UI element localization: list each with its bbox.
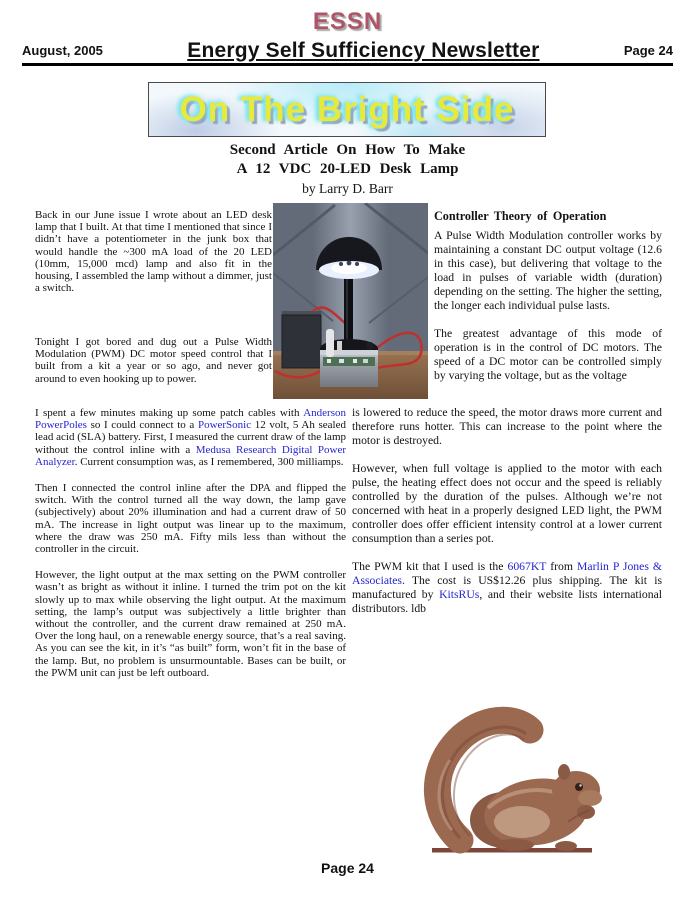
column-banner-title: On The Bright Side [179, 89, 515, 129]
text-segment: . Current consumption was, as I remembered, 300 milliamps. [74, 455, 344, 468]
page-header [22, 36, 673, 66]
inline-link[interactable]: Medusa Research Digital Power Analyzer [35, 443, 346, 468]
body-paragraph: The greatest advantage of this mode of operation is in the control of DC motors. The speed of a DC motor can be controlled simply by varying the voltage, but as the voltage [434, 327, 662, 382]
article-title-block [0, 141, 695, 198]
text-segment: I spent a few minutes making up some patch cables with [35, 407, 304, 419]
newsletter-logo: ESSN [312, 8, 383, 35]
inline-link[interactable]: Marlin P Jones & Associates [352, 560, 662, 587]
article-byline: by Larry D. Barr [302, 181, 393, 196]
body-paragraph [352, 560, 662, 616]
inline-link[interactable]: PowerSonic [197, 419, 252, 432]
inline-link[interactable]: Anderson PowerPoles [35, 407, 346, 432]
column-banner [148, 82, 546, 137]
text-segment: so I could connect to a [86, 419, 198, 432]
footer-page-number: Page 24 [321, 860, 374, 876]
text-segment: 12 volt, 5 Ah sealed lead acid (SLA) battery. First, I measured the current draw of the lamp without the control inline with a [35, 419, 346, 456]
body-paragraph: Tonight I got bored and dug out a Pulse Width Modulation (PWM) DC motor speed control that I built from a kit a year or so ago, and never got around to even hooking up to power. [35, 336, 272, 385]
body-paragraph: Then I connected the control inline after the DPA and flipped the switch. With the control turned all the way down, the lamp gave (subjectively) about 20% illumination and had a current draw of 50 mA. The increase in light output was linear up to the maximum, where the draw was 250 mA. Fifty mils less than without the controller in the circuit. [35, 482, 346, 556]
article-title-line2: A 12 VDC 20-LED Desk Lamp [236, 161, 459, 177]
text-segment: , and their website lists international distributors. ldb [352, 588, 663, 615]
body-paragraph [35, 407, 346, 468]
newsletter-title: Energy Self Sufficiency Newsletter [187, 39, 540, 62]
lower-left-column [35, 407, 346, 679]
controller-theory-section [434, 209, 662, 397]
body-paragraph: is lowered to reduce the speed, the motor draws more current and therefore runs hotter. This can increase to the point where the motor is destroyed. [352, 406, 662, 447]
squirrel-illustration [418, 690, 680, 862]
body-paragraph: A Pulse Width Modulation controller works by maintaining a constant DC output voltage (12.6 in this case), but delivering that voltage to the load in pulses of variable width (duration) depending on the setting. The higher the setting, the longer each individual pulse lasts. [434, 229, 662, 312]
inline-link[interactable]: 6067KT [507, 560, 547, 573]
text-segment: from [546, 560, 577, 573]
inline-link[interactable]: KitsRUs [439, 588, 480, 601]
header-date: August, 2005 [22, 43, 103, 58]
article-title-line1: Second Article On How To Make [229, 142, 466, 158]
section-heading: Controller Theory of Operation [434, 209, 607, 223]
body-paragraph: Back in our June issue I wrote about an LED desk lamp that I built. At that time I mentioned that since I didn’t have a potentiometer in the junk box that would handle the ~300 mA load of the 20 LED (10mm, 15,000 mcd) lamp and also fit in the housing, I assembled the lamp without a dimmer, just a switch. [35, 209, 272, 295]
lamp-photo [273, 203, 428, 399]
lower-right-column [352, 406, 662, 630]
body-paragraph: However, the light output at the max setting on the PWM controller wasn’t as bright as without it inline. I turned the trim pot on the kit slowly up to max while observing the light output. At the maximum setting, the lamp’s output was subjectively a little brighter than without the controller, and the current draw remained at 250 mA. Over the long haul, on a renewable energy source, that’s a real saving. As you can see the kit, in it’s “as built” form, won’t fit in the base of the lamp. But, no problem is unsurmountable. Bases can be built, or the PWM unit can just be left outboard. [35, 569, 346, 679]
header-page-number: Page 24 [623, 43, 673, 58]
text-segment: The PWM kit that I used is the [352, 560, 508, 573]
body-paragraph: However, when full voltage is applied to the motor with each pulse, the heating effect does not occur and the speed is reliably controlled by the duration of the pulses. Although we’re not concerned with heat in a properly designed LED light, the PWM controller does offer efficient intensity control at a lower current consumption than a series pot. [352, 462, 662, 545]
text-segment: . The cost is US$12.26 plus shipping. The kit is manufactured by [352, 574, 662, 601]
